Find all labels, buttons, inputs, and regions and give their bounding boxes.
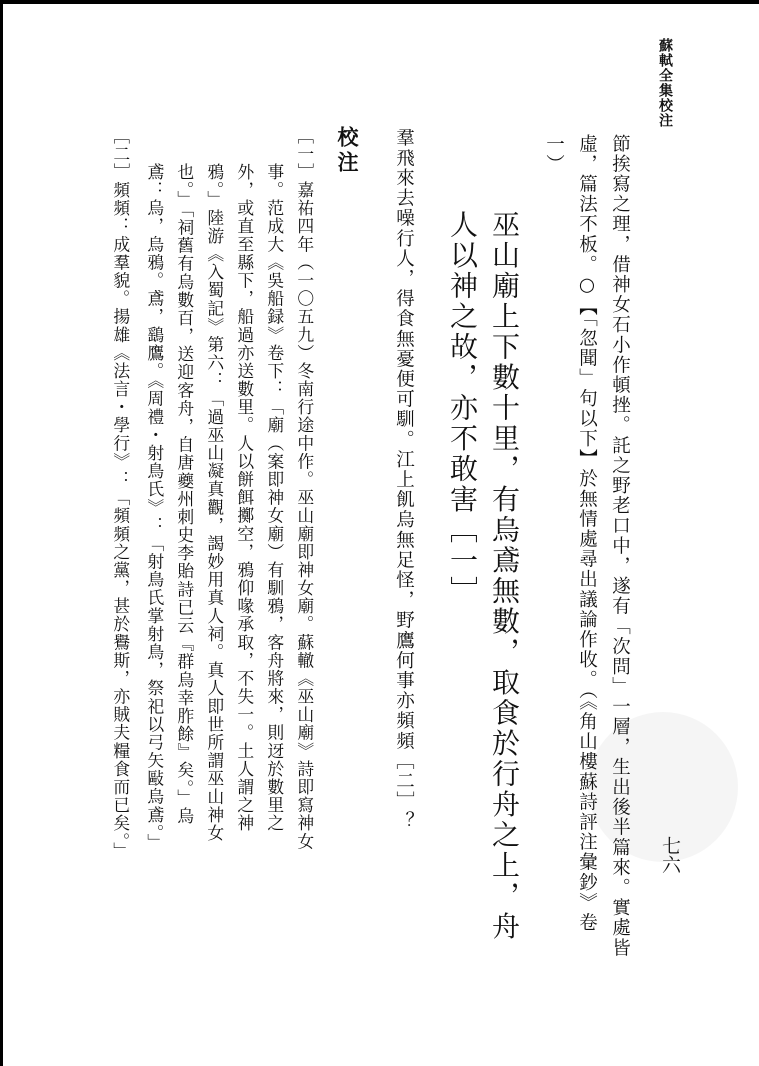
note-line: 也。」「祠舊有烏數百，送迎客舟，自唐夔州刺史李貽詩已云『群烏幸胙餘』矣。」烏 [174, 127, 195, 826]
note-line: 鳶：烏，烏鴉。鳶，鷂鷹。《周禮・射鳥氏》：「射鳥氏掌射鳥，祭祀以弓矢敺烏鳶。」 [144, 127, 165, 852]
poem-title-line: 人以神之故，亦不敢害［一］ [446, 210, 479, 607]
note-line: 外，或直至縣下，船過亦送數里。人以餅餌擲空，鴉仰喙承取，不失一。土人謂之神 [234, 127, 255, 833]
page-left-edge [0, 0, 3, 1066]
note-line: 鴉。」陸游《入蜀記》第六：「過巫山凝真觀，謁妙用真人祠。真人即世所謂巫山神女 [204, 127, 225, 843]
notes-title: 校注 [335, 126, 360, 176]
intro-line: 一） [543, 134, 565, 175]
intro-line: 節挨寫之理，借神女石小作頓挫。託之野老口中，遂有「次問」一層，生出後半篇來。實處皆 [609, 134, 631, 959]
poem-title-line: 巫山廟上下數十里，有烏鳶無數，取食於行舟之上，舟 [488, 210, 521, 942]
page-number: 七六 [659, 836, 681, 874]
note-line: ［一］嘉祐四年（一〇五九）冬南行途中作。巫山廟即神女廟。蘇轍《巫山廟》詩即寫神女 [294, 127, 315, 851]
page-top-edge [0, 0, 759, 4]
verse-line: 羣飛來去噪行人，得食無憂便可馴。江上飢烏無足怪，野鷹何事亦頻頻［二］？ [393, 128, 415, 832]
running-header-title: 蘇軾全集校注 [657, 38, 673, 128]
intro-line: 虛，篇法不板。○【「忽聞」句以下】於無情處尋出議論作收。（《角山樓蘇詩評注彙鈔》卷 [576, 134, 598, 933]
note-line: ［二］頻頻：成羣貌。揚雄《法言・學行》：「頻頻之黨，甚於鸒斯，亦賊夫糧食而已矣。」 [110, 127, 131, 861]
note-line: 事。范成大《吳船録》卷下：「廟（案即神女廟）有馴鴉，客舟將來，則迓於數里之 [264, 127, 285, 833]
